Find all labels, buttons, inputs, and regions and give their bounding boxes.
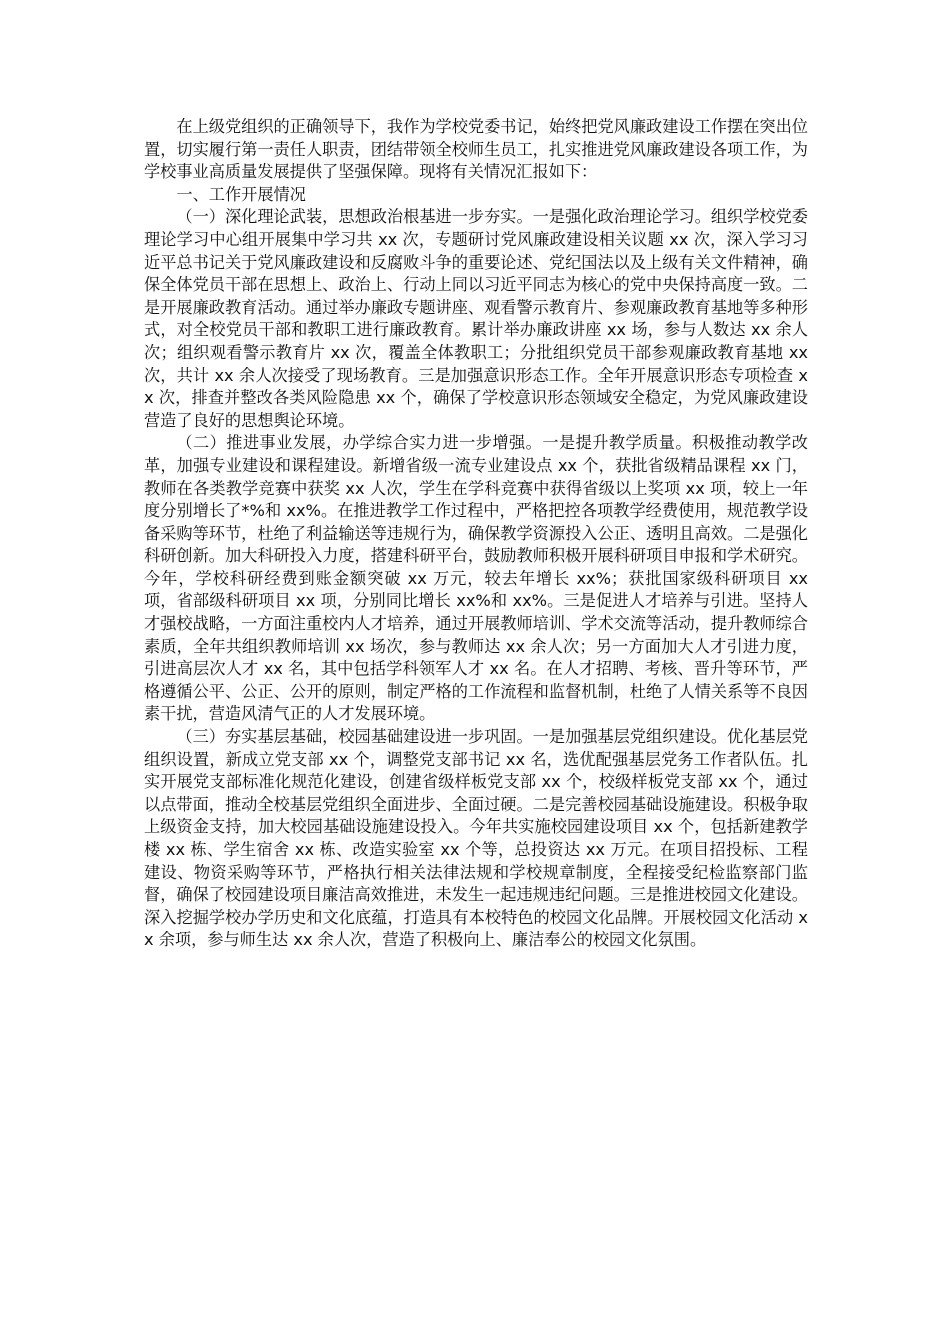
document-page (144, 116, 808, 952)
intro-paragraph: 在上级党组织的正确领导下，我作为学校党委书记，始终把党风廉政建设工作摆在突出位置，切实履行第一责任人职责，团结带领全校师生员工，扎实推进党风廉政建设各项工作，为学校事业高质量发展提供了坚强保障。现将有关情况汇报如下： (144, 117, 808, 182)
paragraph-development: （二）推进事业发展，办学综合实力进一步增强。一是提升教学质量。积极推动教学改革，加强专业建设和课程建设。新增省级一流专业建设点 xx 个，获批省级精品课程 xx 门，教师在各类教学竞赛中获奖 xx 人次，学生在学科竞赛中获得省级以上奖项 xx 项，较上一年度分别增长了*%和 xx%。在推进教学工作过程中，严格把控各项教学经费使用，规范教学设备采购等环节，杜绝了利益输送等违规行为，确保教学资源投入公正、透明且高效。二是强化科研创新。加大科研投入力度，搭建科研平台，鼓励教师积极开展科研项目申报和学术研究。今年，学校科研经费到账金额突破 xx 万元，较去年增长 xx%；获批国家级科研项目 xx 项，省部级科研项目 xx 项，分别同比增长 xx%和 xx%。三是促进人才培养与引进。坚持人才强校战略，一方面注重校内人才培养，通过开展教师培训、学术交流等活动，提升教师综合素质，全年共组织教师培训 xx 场次，参与教师达 xx 余人次；另一方面加大人才引进力度，引进高层次人才 xx 名，其中包括学科领军人才 xx 名。在人才招聘、考核、晋升等环节，严格遵循公平、公正、公开的原则，制定严格的工作流程和监督机制，杜绝了人情关系等不良因素干扰，营造风清气正的人才发展环境。 (144, 433, 808, 724)
section-heading: 一、工作开展情况 (176, 184, 306, 204)
paragraph-theory: （一）深化理论武装，思想政治根基进一步夯实。一是强化政治理论学习。组织学校党委理论学习中心组开展集中学习共 xx 次，专题研讨党风廉政建设相关议题 xx 次，深入学习习近平总书记关于党风廉政建设和反腐败斗争的重要论述、党纪国法以及上级有关文件精神，确保全体党员干部在思想上、政治上、行动上同以习近平同志为核心的党中央保持高度一致。二是开展廉政教育活动。通过举办廉政专题讲座、观看警示教育片、参观廉政教育基地等多种形式，对全校党员干部和教职工进行廉政教育。累计举办廉政讲座 xx 场，参与人数达 xx 余人次；组织观看警示教育片 xx 次，覆盖全体教职工；分批组织党员干部参观廉政教育基地 xx 次，共计 xx 余人次接受了现场教育。三是加强意识形态工作。全年开展意识形态专项检查 xx 次，排查并整改各类风险隐患 xx 个，确保了学校意识形态领域安全稳定，为党风廉政建设营造了良好的思想舆论环境。 (144, 207, 808, 430)
paragraph-foundation: （三）夯实基层基础，校园基础建设进一步巩固。一是加强基层党组织建设。优化基层党组织设置，新成立党支部 xx 个，调整党支部书记 xx 名，选优配强基层党务工作者队伍。扎实开展党支部标准化规范化建设，创建省级样板党支部 xx 个，校级样板党支部 xx 个，通过以点带面，推动全校基层党组织全面进步、全面过硬。二是完善校园基础设施建设。积极争取上级资金支持，加大校园基础设施建设投入。今年共实施校园建设项目 xx 个，包括新建教学楼 xx 栋、学生宿舍 xx 栋、改造实验室 xx 个等，总投资达 xx 万元。在项目招投标、工程建设、物资采购等环节，严格执行相关法律法规和学校规章制度，全程接受纪检监察部门监督，确保了校园建设项目廉洁高效推进，未发生一起违规违纪问题。三是推进校园文化建设。深入挖掘学校办学历史和文化底蕴，打造具有本校特色的校园文化品牌。开展校园文化活动 xx 余项，参与师生达 xx 余人次，营造了积极向上、廉洁奉公的校园文化氛围。 (144, 727, 808, 950)
